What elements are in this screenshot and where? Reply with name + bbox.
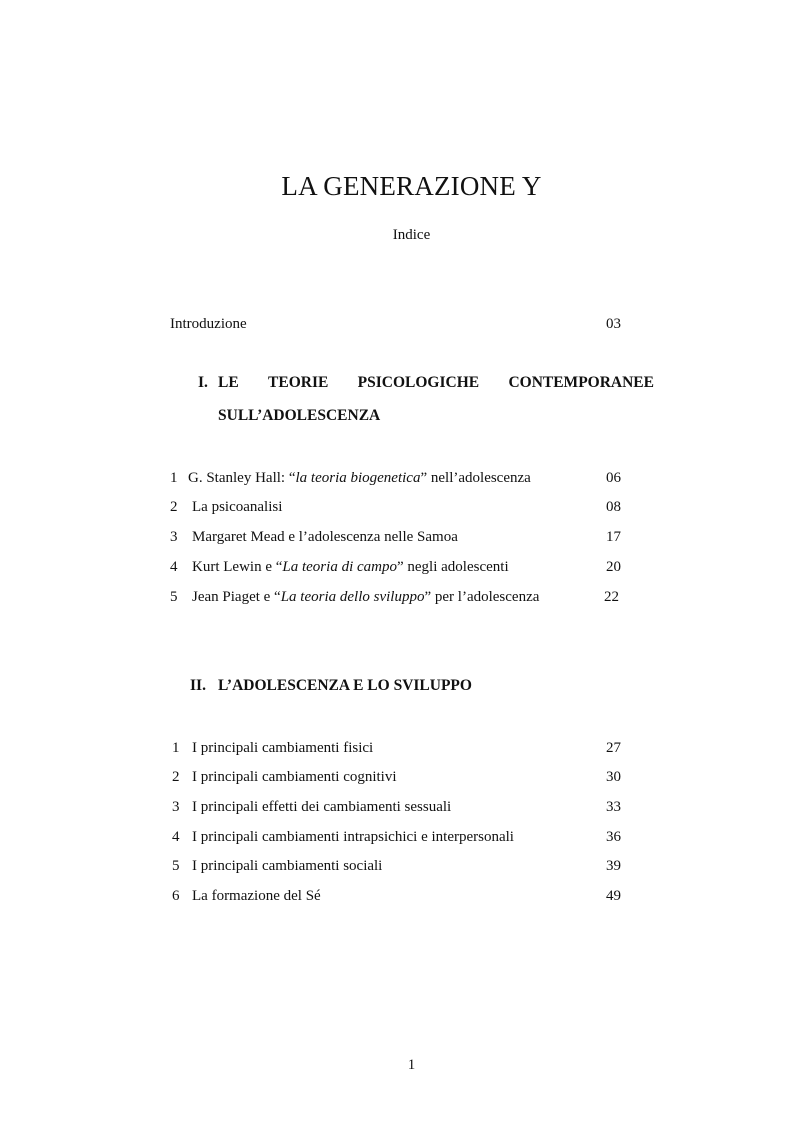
entry-page: 27 [606,740,621,756]
entry-page: 33 [606,799,621,815]
chapter1-numeral: I. [198,374,208,391]
chapter1-title-word: CONTEMPORANEE [508,374,654,391]
entry-title [188,468,531,488]
entry-title-post: ” nell’adolescenza [420,470,531,486]
entry-title: Margaret Mead e l’adolescenza nelle Samoa [192,529,458,545]
entry-page: 08 [606,499,621,515]
entry-title: La formazione del Sé [192,888,321,904]
entry-title: I principali cambiamenti fisici [192,740,374,756]
toc-entry [172,797,632,817]
toc-entry [172,827,632,847]
intro-label: Introduzione [170,316,247,332]
entry-page: 17 [606,529,621,545]
entry-number: 1 [172,740,180,756]
entry-title-italic: La teoria dello sviluppo [280,589,425,605]
entry-title: I principali cambiamenti sociali [192,858,383,874]
entry-title [192,557,509,577]
entry-number: 3 [172,799,180,815]
chapter1-title-word: PSICOLOGICHE [357,374,480,391]
entry-title [192,587,539,607]
entry-title: I principali cambiamenti intrapsichici e interpersonali [192,829,514,845]
entry-page: 20 [606,559,621,575]
entry-number: 2 [172,769,180,785]
document-title: LA GENERAZIONE Y [281,171,542,201]
toc-entry [170,527,630,547]
entry-number: 3 [170,529,178,545]
entry-number: 5 [172,858,180,874]
entry-title-pre: G. Stanley Hall: “ [188,470,296,486]
entry-title-pre: Jean Piaget e “ [192,589,281,605]
toc-entry [172,738,632,758]
chapter2-numeral: II. [190,677,206,694]
toc-entry [170,497,630,517]
entry-page: 36 [606,829,621,845]
chapter2-title: L’ADOLESCENZA E LO SVILUPPO [218,677,472,694]
intro-page: 03 [606,316,621,332]
entry-number: 1 [170,470,178,486]
entry-title-italic: La teoria di campo [282,559,397,575]
page-number: 1 [407,1057,416,1073]
toc-entry [170,557,630,577]
chapter1-title-line2: SULL’ADOLESCENZA [218,407,381,424]
entry-title: I principali effetti dei cambiamenti sessuali [192,799,452,815]
entry-number: 5 [170,589,178,605]
toc-entry [170,468,630,488]
index-subtitle: Indice [392,227,431,243]
entry-number: 4 [170,559,178,575]
entry-page: 22 [604,589,619,605]
entry-title: I principali cambiamenti cognitivi [192,769,397,785]
entry-page: 39 [606,858,621,874]
entry-number: 6 [172,888,180,904]
entry-number: 2 [170,499,178,515]
entry-page: 06 [606,470,621,486]
entry-title: La psicoanalisi [192,499,283,515]
entry-page: 30 [606,769,621,785]
entry-title-post: ” per l’adolescenza [424,589,540,605]
entry-number: 4 [172,829,180,845]
entry-page: 49 [606,888,621,904]
toc-entry [172,886,632,906]
toc-entry [172,856,632,876]
chapter1-title-line1 [218,374,654,392]
chapter1-title-word: TEORIE [268,374,329,391]
entry-title-italic: la teoria biogenetica [295,470,421,486]
toc-entry [170,587,630,607]
chapter1-title-word: LE [218,374,239,391]
entry-title-pre: Kurt Lewin e “ [192,559,283,575]
entry-title-post: ” negli adolescenti [396,559,509,575]
toc-entry [172,767,632,787]
